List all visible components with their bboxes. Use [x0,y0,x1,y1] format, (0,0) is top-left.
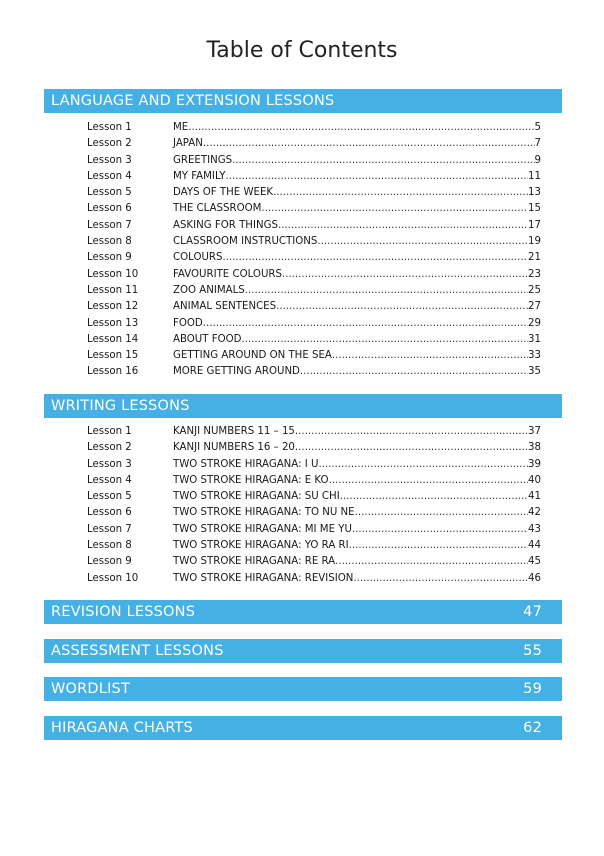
toc-entry[interactable] [87,169,541,185]
lesson-title: MY FAMILY [173,170,226,182]
leader-dots [276,299,528,315]
leader-dots [222,250,528,266]
leader-dots [318,457,528,473]
lesson-number: Lesson 4 [87,474,132,486]
page-number: 37 [528,426,541,437]
toc-entry[interactable] [87,473,541,489]
toc-entry[interactable] [87,505,541,521]
page-number: 9 [534,154,541,166]
page-number: 17 [528,219,541,231]
lesson-number: Lesson 3 [87,458,132,470]
section-title: WRITING LESSONS [51,398,190,414]
page-number: 45 [528,556,541,568]
lesson-number: Lesson 2 [87,138,132,150]
page-number: 39 [528,458,541,470]
toc-entry[interactable] [87,489,541,505]
leader-dots [203,136,535,152]
lesson-title: TWO STROKE HIRAGANA: E KO [173,474,329,486]
toc-entry[interactable] [87,348,541,364]
lesson-title: ANIMAL SENTENCES [173,301,277,313]
lesson-number: Lesson 11 [87,284,139,296]
leader-dots [317,234,528,250]
lesson-title: ZOO ANIMALS [173,284,245,296]
page-number: 21 [528,252,541,264]
leader-dots [355,505,528,521]
lesson-title: CLASSROOM INSTRUCTIONS [173,236,318,248]
lesson-title: TWO STROKE HIRAGANA: REVISION [173,572,354,584]
page-number: 46 [528,572,541,584]
leader-dots [245,283,528,299]
leader-dots [241,332,528,348]
section-title: WORDLIST [51,681,131,697]
page-number: 31 [528,333,541,345]
leader-dots [352,522,528,538]
lesson-title: MORE GETTING AROUND [173,366,300,378]
lesson-title: KANJI NUMBERS 16 – 20 [173,442,295,454]
lesson-number: Lesson 8 [87,236,132,248]
page-number: 27 [528,301,541,313]
lesson-title: TWO STROKE HIRAGANA: I U [173,458,319,470]
lesson-title: TWO STROKE HIRAGANA: YO RA RI [173,540,349,552]
toc-entry[interactable] [87,538,541,554]
page-number: 42 [528,507,541,519]
section-page: 47 [523,604,542,620]
toc-entry[interactable] [87,571,541,587]
lesson-title: DAYS OF THE WEEK [173,187,274,199]
section-page: 59 [523,681,542,697]
toc-list-language [87,120,541,381]
section-title: ASSESSMENT LESSONS [51,643,224,659]
toc-entry[interactable] [87,283,541,299]
section-page: 55 [523,643,542,659]
lesson-title: GREETINGS [173,154,233,166]
toc-entry[interactable] [87,364,541,380]
lesson-number: Lesson 9 [87,556,132,568]
section-header-wordlist[interactable] [44,677,562,701]
lesson-number: Lesson 13 [87,317,139,329]
lesson-title: FAVOURITE COLOURS [173,268,282,280]
lesson-title: TWO STROKE HIRAGANA: RE RA [173,556,336,568]
toc-entry[interactable] [87,234,541,250]
leader-dots [295,440,528,456]
page-number: 41 [528,491,541,503]
lesson-title: GETTING AROUND ON THE SEA [173,350,332,362]
lesson-number: Lesson 12 [87,301,139,313]
leader-dots [332,348,528,364]
lesson-number: Lesson 4 [87,170,132,182]
lesson-number: Lesson 7 [87,219,132,231]
page-number: 25 [528,284,541,296]
leader-dots [329,473,528,489]
lesson-number: Lesson 10 [87,572,139,584]
lesson-number: Lesson 10 [87,268,139,280]
section-title: LANGUAGE AND EXTENSION LESSONS [51,93,335,109]
page-number: 13 [528,187,541,199]
toc-entry[interactable] [87,424,541,440]
lesson-number: Lesson 1 [87,122,132,133]
toc-entry[interactable] [87,299,541,315]
toc-entry[interactable] [87,120,541,136]
lesson-number: Lesson 5 [87,491,132,503]
leader-dots [295,424,528,440]
toc-entry[interactable] [87,201,541,217]
lesson-title: THE CLASSROOM [173,203,262,215]
page-number: 19 [528,236,541,248]
section-header-language[interactable] [44,89,562,113]
lesson-title: TWO STROKE HIRAGANA: TO NU NE [173,507,355,519]
lesson-number: Lesson 9 [87,252,132,264]
toc-entry[interactable] [87,554,541,570]
page-number: 23 [528,268,541,280]
leader-dots [225,169,528,185]
page-number: 33 [528,350,541,362]
toc-entry[interactable] [87,440,541,456]
lesson-title: ASKING FOR THINGS [173,219,278,231]
lesson-number: Lesson 5 [87,187,132,199]
page-number: 29 [528,317,541,329]
leader-dots [278,218,528,234]
lesson-title: COLOURS [173,252,223,264]
toc-entry[interactable] [87,136,541,152]
section-header-hiragana[interactable] [44,716,562,740]
page-number: 15 [528,203,541,215]
lesson-title: TWO STROKE HIRAGANA: MI ME YU [173,523,352,535]
toc-entry[interactable] [87,218,541,234]
leader-dots [188,120,534,136]
toc-entry[interactable] [87,316,541,332]
section-title: HIRAGANA CHARTS [51,720,193,736]
lesson-title: JAPAN [173,138,203,150]
lesson-number: Lesson 15 [87,350,139,362]
lesson-number: Lesson 3 [87,154,132,166]
lesson-title: ABOUT FOOD [173,333,242,345]
toc-entry[interactable] [87,457,541,473]
toc-entry[interactable] [87,185,541,201]
page-number: 11 [528,170,541,182]
page-number: 44 [528,540,541,552]
page-number: 38 [528,442,541,454]
page-number: 43 [528,523,541,535]
section-page: 62 [523,720,542,736]
toc-entry[interactable] [87,250,541,266]
leader-dots [335,554,528,570]
page-number: 7 [534,138,541,150]
page-title: Table of Contents [206,38,398,63]
page-number: 40 [528,474,541,486]
section-header-writing[interactable] [44,394,562,418]
leader-dots [349,538,528,554]
lesson-number: Lesson 2 [87,442,132,454]
lesson-number: Lesson 6 [87,507,132,519]
lesson-title: ME [173,122,189,133]
page-number: 5 [534,122,541,133]
leader-dots [340,489,528,505]
toc-entry[interactable] [87,522,541,538]
leader-dots [282,267,528,283]
leader-dots [261,201,528,217]
section-title: REVISION LESSONS [51,604,196,620]
section-header-assessment[interactable] [44,639,562,663]
leader-dots [203,316,528,332]
toc-list-writing [87,424,541,587]
section-header-revision[interactable] [44,600,562,624]
lesson-number: Lesson 1 [87,426,132,437]
lesson-title: FOOD [173,317,203,329]
lesson-number: Lesson 16 [87,366,139,378]
page-number: 35 [528,366,541,378]
toc-entry[interactable] [87,153,541,169]
lesson-number: Lesson 6 [87,203,132,215]
lesson-number: Lesson 7 [87,523,132,535]
toc-entry[interactable] [87,332,541,348]
leader-dots [232,153,534,169]
toc-entry[interactable] [87,267,541,283]
lesson-title: TWO STROKE HIRAGANA: SU CHI [173,491,340,503]
leader-dots [273,185,528,201]
lesson-number: Lesson 14 [87,333,139,345]
lesson-title: KANJI NUMBERS 11 – 15 [173,426,295,437]
leader-dots [353,571,528,587]
lesson-number: Lesson 8 [87,540,132,552]
leader-dots [300,364,528,380]
